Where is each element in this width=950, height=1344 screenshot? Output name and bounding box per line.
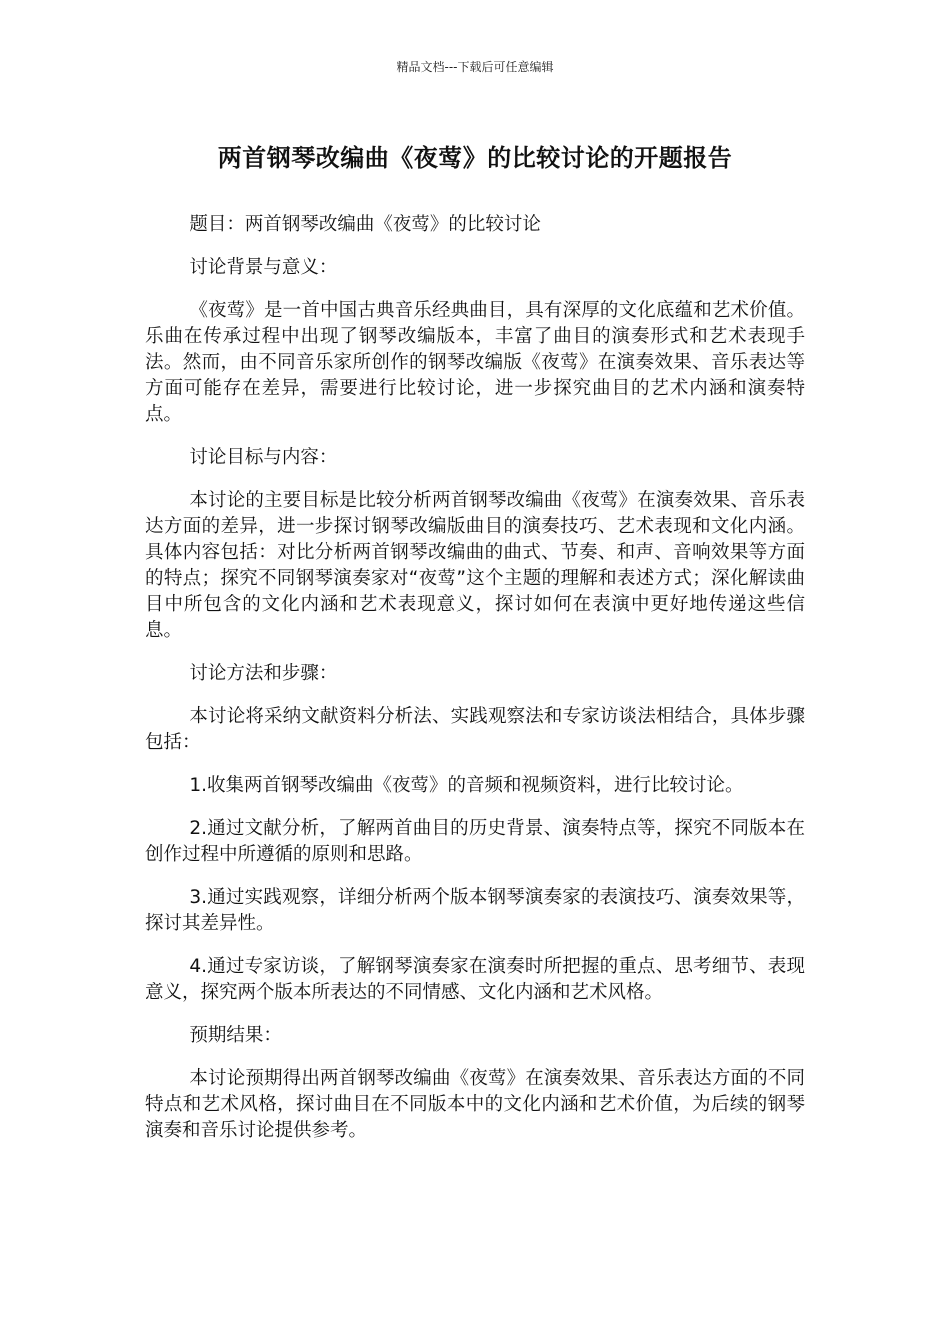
- step-item-1: 1.收集两首钢琴改编曲《夜莺》的音频和视频资料，进行比较讨论。: [189, 775, 744, 796]
- section-heading-background: 讨论背景与意义：: [189, 257, 338, 278]
- step-item-2: 2.通过文献分析，了解两首曲目的历史背景、演奏特点等，探究不同版本在创作过程中所遵循的原则和思路。: [145, 818, 805, 865]
- section-heading-methods: 讨论方法和步骤：: [189, 663, 338, 684]
- section-heading-goals: 讨论目标与内容：: [189, 447, 338, 468]
- paragraph-methods: 本讨论将采纳文献资料分析法、实践观察法和专家访谈法相结合，具体步骤包括：: [145, 706, 805, 753]
- document-body: [145, 212, 805, 1161]
- topic-line: 题目：两首钢琴改编曲《夜莺》的比较讨论: [189, 214, 541, 235]
- step-item-3: 3.通过实践观察，详细分析两个版本钢琴演奏家的表演技巧、演奏效果等，探讨其差异性。: [145, 887, 805, 934]
- step-item-4: 4.通过专家访谈，了解钢琴演奏家在演奏时所把握的重点、思考细节、表现意义，探究两个版本所表达的不同情感、文化内涵和艺术风格。: [145, 956, 805, 1003]
- paragraph-background: 《夜莺》是一首中国古典音乐经典曲目，具有深厚的文化底蕴和艺术价值。乐曲在传承过程中出现了钢琴改编版本，丰富了曲目的演奏形式和艺术表现手法。然而，由不同音乐家所创作的钢琴改编版《夜莺》在演奏效果、音乐表达等方面可能存在差异，需要进行比较讨论，进一步探究曲目的艺术内涵和演奏特点。: [145, 300, 805, 425]
- paragraph-goals: 本讨论的主要目标是比较分析两首钢琴改编曲《夜莺》在演奏效果、音乐表达方面的差异，进一步探讨钢琴改编版曲目的演奏技巧、艺术表现和文化内涵。具体内容包括：对比分析两首钢琴改编曲的曲式、节奏、和声、音响效果等方面的特点；探究不同钢琴演奏家对“夜莺”这个主题的理解和表述方式；深化解读曲目中所包含的文化内涵和艺术表现意义，探讨如何在表演中更好地传递这些信息。: [145, 490, 805, 641]
- header-note: 精品文档---下载后可任意编辑: [396, 60, 554, 74]
- section-heading-results: 预期结果：: [189, 1025, 282, 1046]
- document-title: 两首钢琴改编曲《夜莺》的比较讨论的开题报告: [217, 144, 733, 172]
- paragraph-results: 本讨论预期得出两首钢琴改编曲《夜莺》在演奏效果、音乐表达方面的不同特点和艺术风格，探讨曲目在不同版本中的文化内涵和艺术价值，为后续的钢琴演奏和音乐讨论提供参考。: [145, 1068, 805, 1141]
